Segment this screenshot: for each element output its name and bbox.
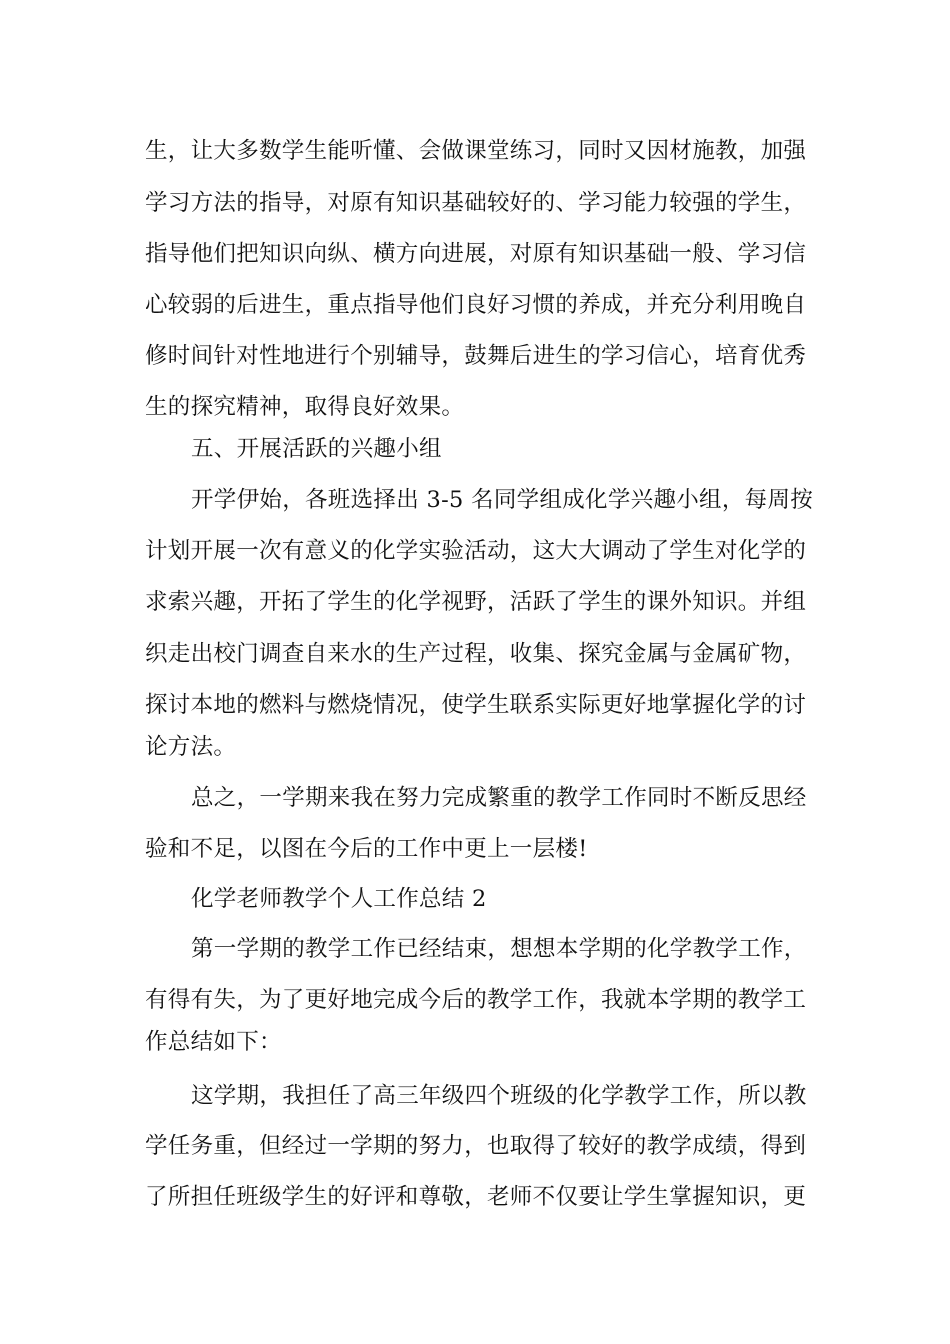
text-line: 学任务重，但经过一学期的努力，也取得了较好的教学成绩，得到	[145, 1133, 807, 1159]
paragraph-first-line: 这学期，我担任了高三年级四个班级的化学教学工作，所以教	[191, 1083, 807, 1109]
text-line: 论方法。	[145, 734, 237, 760]
text-line: 生，让大多数学生能听懂、会做课堂练习，同时又因材施教，加强	[145, 138, 807, 164]
text-line: 心较弱的后进生，重点指导他们良好习惯的养成，并充分利用晚自	[145, 292, 807, 318]
paragraph-first-line: 总之，一学期来我在努力完成繁重的教学工作同时不断反思经	[191, 785, 807, 811]
text-line: 作总结如下：	[145, 1029, 282, 1055]
text-line: 织走出校门调查自来水的生产过程，收集、探究金属与金属矿物，	[145, 641, 807, 667]
text-line: 探讨本地的燃料与燃烧情况，使学生联系实际更好地掌握化学的讨	[145, 692, 807, 718]
text-line: 指导他们把知识向纵、横方向进展，对原有知识基础一般、学习信	[145, 241, 807, 267]
text-line: 计划开展一次有意义的化学实验活动，这大大调动了学生对化学的	[145, 538, 807, 564]
text-line: 验和不足，以图在今后的工作中更上一层楼!	[145, 836, 588, 862]
paragraph-first-line: 开学伊始，各班选择出 3-5 名同学组成化学兴趣小组，每周按	[191, 487, 814, 513]
text-line: 修时间针对性地进行个别辅导，鼓舞后进生的学习信心，培育优秀	[145, 343, 807, 369]
section-heading: 五、开展活跃的兴趣小组	[191, 436, 442, 462]
text-line: 求索兴趣，开拓了学生的化学视野，活跃了学生的课外知识。并组	[145, 589, 807, 615]
section-heading: 化学老师教学个人工作总结 2	[191, 886, 487, 912]
text-line: 生的探究精神，取得良好效果。	[145, 394, 465, 420]
text-line: 学习方法的指导，对原有知识基础较好的、学习能力较强的学生，	[145, 190, 807, 216]
paragraph-first-line: 第一学期的教学工作已经结束，想想本学期的化学教学工作，	[191, 936, 807, 962]
text-line: 有得有失，为了更好地完成今后的教学工作，我就本学期的教学工	[145, 987, 807, 1013]
text-line: 了所担任班级学生的好评和尊敬，老师不仅要让学生掌握知识，更	[145, 1184, 807, 1210]
